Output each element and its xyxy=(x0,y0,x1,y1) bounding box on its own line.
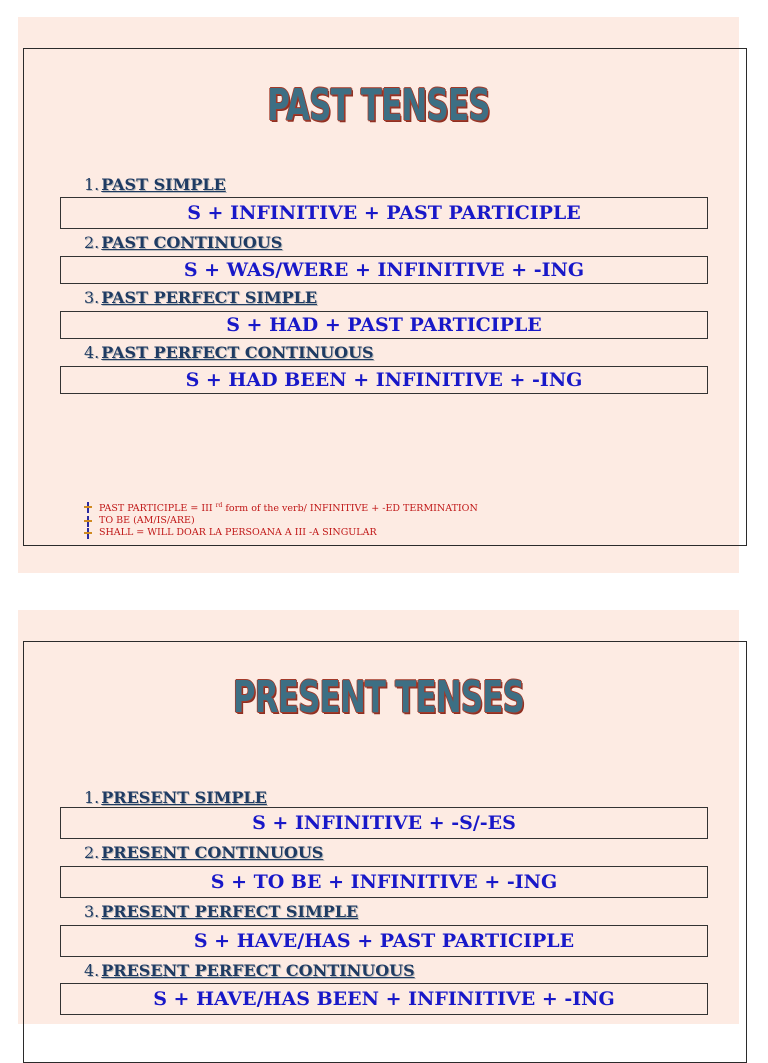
note-text: TO BE (AM/IS/ARE) xyxy=(99,515,195,527)
formula-box: S + HAVE/HAS + PAST PARTICIPLE xyxy=(60,925,708,957)
tense-name: PAST CONTINUOUS xyxy=(101,233,283,252)
pin-bullet-icon xyxy=(82,528,94,539)
note-item xyxy=(82,527,478,539)
notes-list xyxy=(82,500,478,539)
tense-number: 2. xyxy=(84,233,100,252)
present-tenses-slide xyxy=(18,610,739,1024)
formula-box: S + INFINITIVE + -S/-ES xyxy=(60,807,708,839)
formula-box: S + HAD + PAST PARTICIPLE xyxy=(60,311,708,339)
slide-title: PRESENT TENSES xyxy=(232,672,525,723)
tense-label xyxy=(84,788,267,807)
tense-name: PRESENT SIMPLE xyxy=(101,788,267,807)
formula-box: S + HAD BEEN + INFINITIVE + -ING xyxy=(60,366,708,394)
tense-number: 3. xyxy=(84,288,100,307)
tense-number: 1. xyxy=(84,788,100,807)
tense-number: 4. xyxy=(84,343,100,362)
tense-label xyxy=(84,288,317,307)
formula-box: S + HAVE/HAS BEEN + INFINITIVE + -ING xyxy=(60,983,708,1015)
tense-number: 1. xyxy=(84,175,100,194)
tense-name: PAST PERFECT CONTINUOUS xyxy=(101,343,374,362)
tense-name: PRESENT CONTINUOUS xyxy=(101,843,324,862)
note-text: PAST PARTICIPLE = III $^{rd}$ form of the verb/ INFINITIVE + -ED TERMINATION xyxy=(99,502,478,515)
tense-label xyxy=(84,343,374,362)
tense-number: 3. xyxy=(84,902,100,921)
note-text: SHALL = WILL DOAR LA PERSOANA A III -A SINGULAR xyxy=(99,527,377,539)
tense-number: 4. xyxy=(84,961,100,980)
tense-label xyxy=(84,175,226,194)
tense-label xyxy=(84,843,323,862)
formula-box: S + WAS/WERE + INFINITIVE + -ING xyxy=(60,256,708,284)
formula-box: S + TO BE + INFINITIVE + -ING xyxy=(60,866,708,898)
past-tenses-slide xyxy=(18,17,739,573)
tense-number: 2. xyxy=(84,843,100,862)
note-item xyxy=(82,515,478,527)
tense-name: PRESENT PERFECT SIMPLE xyxy=(101,902,359,921)
tense-label xyxy=(84,902,358,921)
tense-label xyxy=(84,233,282,252)
tense-name: PAST SIMPLE xyxy=(101,175,226,194)
slide-title: PAST TENSES xyxy=(267,80,490,131)
pin-bullet-icon xyxy=(82,516,94,527)
tense-label xyxy=(84,961,415,980)
tense-name: PAST PERFECT SIMPLE xyxy=(101,288,318,307)
pin-bullet-icon xyxy=(82,502,94,513)
note-item xyxy=(82,500,478,515)
tense-name: PRESENT PERFECT CONTINUOUS xyxy=(101,961,415,980)
formula-box: S + INFINITIVE + PAST PARTICIPLE xyxy=(60,197,708,229)
